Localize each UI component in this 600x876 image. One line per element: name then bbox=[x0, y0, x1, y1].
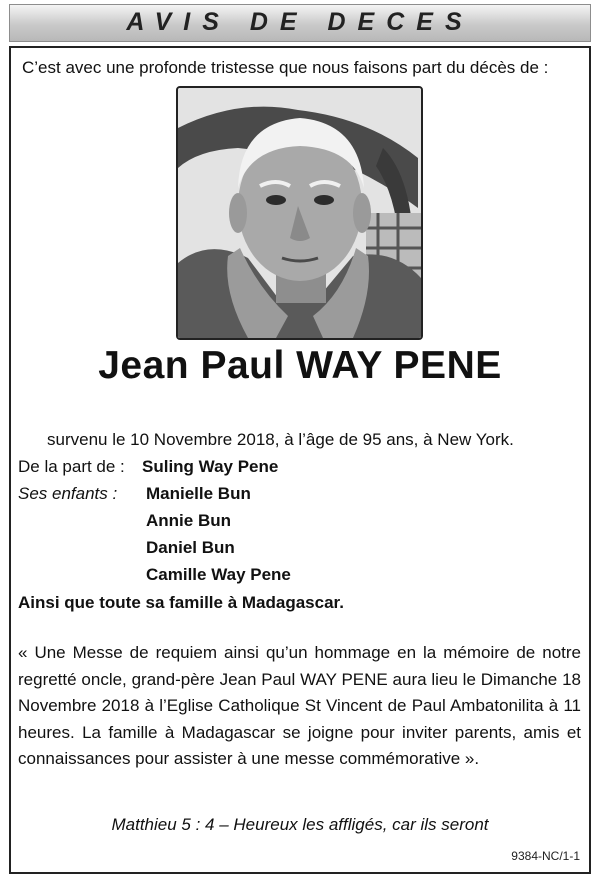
child-name: Daniel Bun bbox=[146, 538, 235, 557]
spouse-row bbox=[18, 457, 278, 477]
bible-verse: Matthieu 5 : 4 – Heureux les affligés, car ils seront bbox=[111, 815, 489, 834]
intro-text: C’est avec une profonde tristesse que nous faisons part du décès de : bbox=[22, 58, 549, 77]
reference-code: 9384-NC/1-1 bbox=[511, 849, 580, 863]
notice-header bbox=[9, 4, 591, 42]
spouse-name: Suling Way Pene bbox=[142, 457, 279, 476]
extended-family: Ainsi que toute sa famille à Madagascar. bbox=[18, 593, 344, 612]
child-name: Annie Bun bbox=[146, 511, 231, 530]
child-name: Camille Way Pene bbox=[146, 565, 291, 584]
death-details: survenu le 10 Novembre 2018, à l’âge de 95 ans, à New York. bbox=[47, 430, 514, 449]
children-row bbox=[18, 484, 251, 504]
deceased-name: Jean Paul WAY PENE bbox=[98, 344, 502, 387]
spouse-label: De la part de : bbox=[18, 457, 125, 476]
children-label: Ses enfants : bbox=[18, 484, 118, 503]
mass-announcement: « Une Messe de requiem ainsi qu’un hommage en la mémoire de notre regretté oncle, grand-père Jean Paul WAY PENE aura lieu le Dimanche 18 Novembre 2018 à l’Eglise Catholique St Vincent de Paul Ambatonilita à 11 heures. La famille à Madagascar se joigne pour inviter parents, amis et connaissances pour assister à une messe commémorative ». bbox=[18, 643, 581, 768]
portrait-illustration bbox=[178, 88, 421, 338]
portrait-photo bbox=[176, 86, 423, 340]
notice-title: AVIS DE DECES bbox=[126, 8, 474, 36]
child-name: Manielle Bun bbox=[146, 484, 251, 503]
